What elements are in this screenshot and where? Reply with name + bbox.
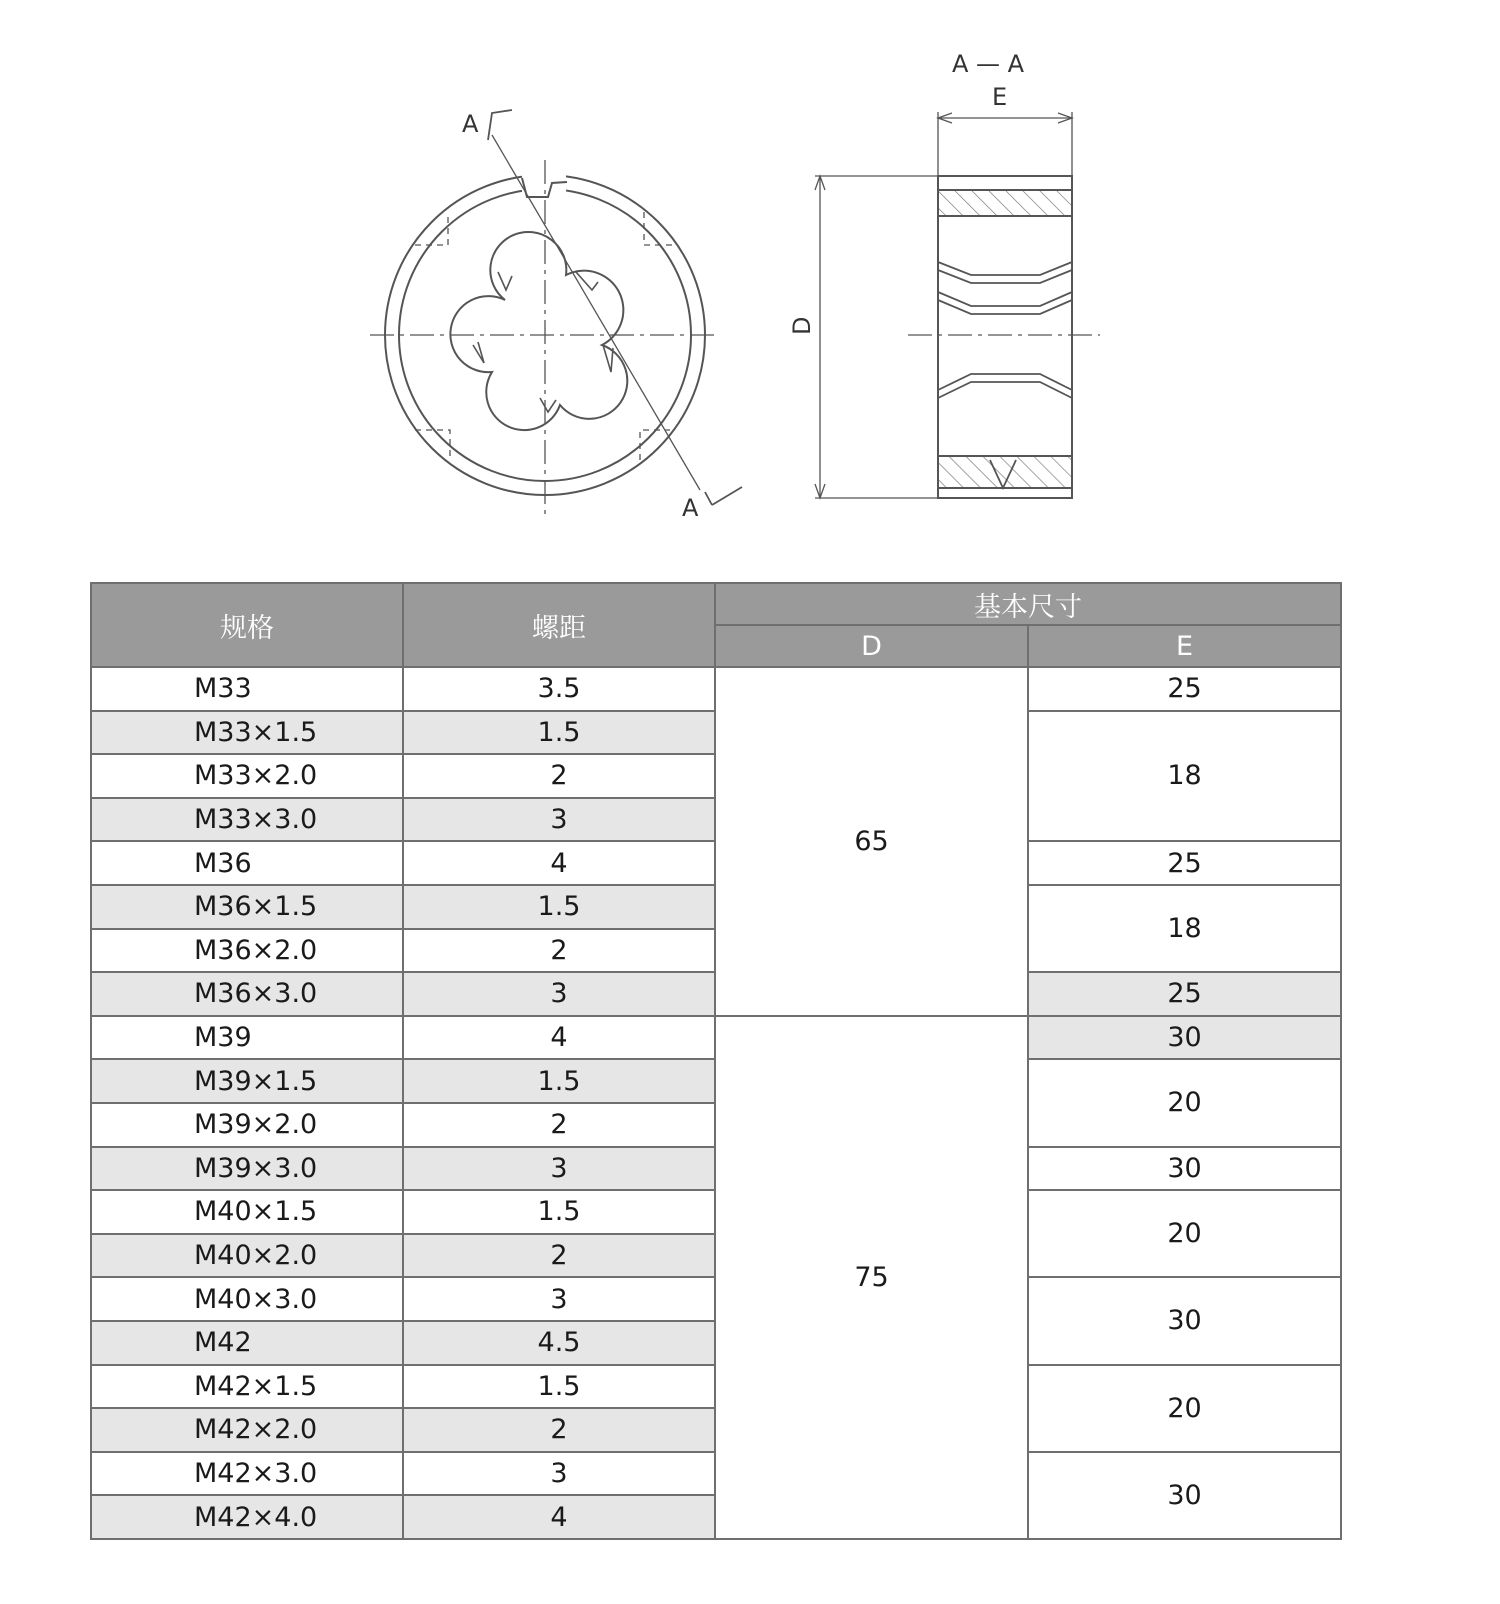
- spec-cell: M36×2.0: [91, 929, 403, 973]
- pitch-cell: 2: [403, 929, 715, 973]
- spec-cell: M33×2.0: [91, 754, 403, 798]
- spec-cell: M39×3.0: [91, 1147, 403, 1191]
- spec-table-body: [91, 667, 1341, 1539]
- technical-drawing: [0, 0, 1500, 560]
- pitch-cell: 4: [403, 841, 715, 885]
- e-value-cell: 30: [1028, 1452, 1341, 1539]
- pitch-cell: 3: [403, 1452, 715, 1496]
- spec-cell: M40×2.0: [91, 1234, 403, 1278]
- pitch-cell: 3.5: [403, 667, 715, 711]
- pitch-cell: 2: [403, 1103, 715, 1147]
- pitch-cell: 1.5: [403, 711, 715, 755]
- e-value-cell: 20: [1028, 1190, 1341, 1277]
- spec-cell: M42×4.0: [91, 1495, 403, 1539]
- spec-cell: M33×1.5: [91, 711, 403, 755]
- pitch-cell: 4.5: [403, 1321, 715, 1365]
- e-value-cell: 25: [1028, 972, 1341, 1016]
- header-e: E: [1028, 625, 1341, 667]
- header-pitch: 螺距: [403, 583, 715, 667]
- e-value-cell: 30: [1028, 1016, 1341, 1060]
- e-value-cell: 20: [1028, 1365, 1341, 1452]
- spec-cell: M42×3.0: [91, 1452, 403, 1496]
- die-front-view: [370, 110, 742, 515]
- header-spec: 规格: [91, 583, 403, 667]
- pitch-cell: 3: [403, 1147, 715, 1191]
- spec-table: [90, 582, 1342, 1540]
- cut-marker-bottom: A: [682, 494, 699, 522]
- e-value-cell: 20: [1028, 1059, 1341, 1146]
- spec-cell: M40×1.5: [91, 1190, 403, 1234]
- spec-cell: M42×1.5: [91, 1365, 403, 1409]
- pitch-cell: 1.5: [403, 885, 715, 929]
- pitch-cell: 1.5: [403, 1190, 715, 1234]
- dim-d-label: D: [788, 316, 816, 335]
- pitch-cell: 3: [403, 1277, 715, 1321]
- pitch-cell: 4: [403, 1495, 715, 1539]
- e-value-cell: 30: [1028, 1147, 1341, 1191]
- spec-table-header: [91, 583, 1341, 667]
- spec-cell: M36: [91, 841, 403, 885]
- spec-cell: M36×3.0: [91, 972, 403, 1016]
- d-value-cell: 65: [715, 667, 1028, 1016]
- spec-cell: M40×3.0: [91, 1277, 403, 1321]
- spec-cell: M33: [91, 667, 403, 711]
- d-value-cell: 75: [715, 1016, 1028, 1539]
- pitch-cell: 3: [403, 798, 715, 842]
- pitch-cell: 2: [403, 754, 715, 798]
- table-row: [91, 1016, 1341, 1060]
- e-value-cell: 25: [1028, 667, 1341, 711]
- cut-marker-top: A: [462, 110, 479, 138]
- spec-cell: M42: [91, 1321, 403, 1365]
- spec-cell: M36×1.5: [91, 885, 403, 929]
- spec-cell: M39×1.5: [91, 1059, 403, 1103]
- section-outline: [938, 176, 1072, 498]
- spec-cell: M39: [91, 1016, 403, 1060]
- dim-e-label: E: [992, 83, 1008, 111]
- e-value-cell: 18: [1028, 885, 1341, 972]
- header-basic-size: 基本尺寸: [715, 583, 1341, 625]
- pitch-cell: 1.5: [403, 1365, 715, 1409]
- spec-cell: M33×3.0: [91, 798, 403, 842]
- pitch-cell: 3: [403, 972, 715, 1016]
- spec-cell: M39×2.0: [91, 1103, 403, 1147]
- pitch-cell: 1.5: [403, 1059, 715, 1103]
- section-label: A — A: [952, 50, 1025, 78]
- pitch-cell: 2: [403, 1234, 715, 1278]
- pitch-cell: 2: [403, 1408, 715, 1452]
- header-d: D: [715, 625, 1028, 667]
- table-row: [91, 667, 1341, 711]
- e-value-cell: 18: [1028, 711, 1341, 842]
- e-value-cell: 25: [1028, 841, 1341, 885]
- pitch-cell: 4: [403, 1016, 715, 1060]
- spec-cell: M42×2.0: [91, 1408, 403, 1452]
- die-thread-opening: [450, 232, 627, 430]
- die-section-view: [815, 112, 1100, 498]
- die-drawing-svg: [0, 0, 1500, 560]
- e-value-cell: 30: [1028, 1277, 1341, 1364]
